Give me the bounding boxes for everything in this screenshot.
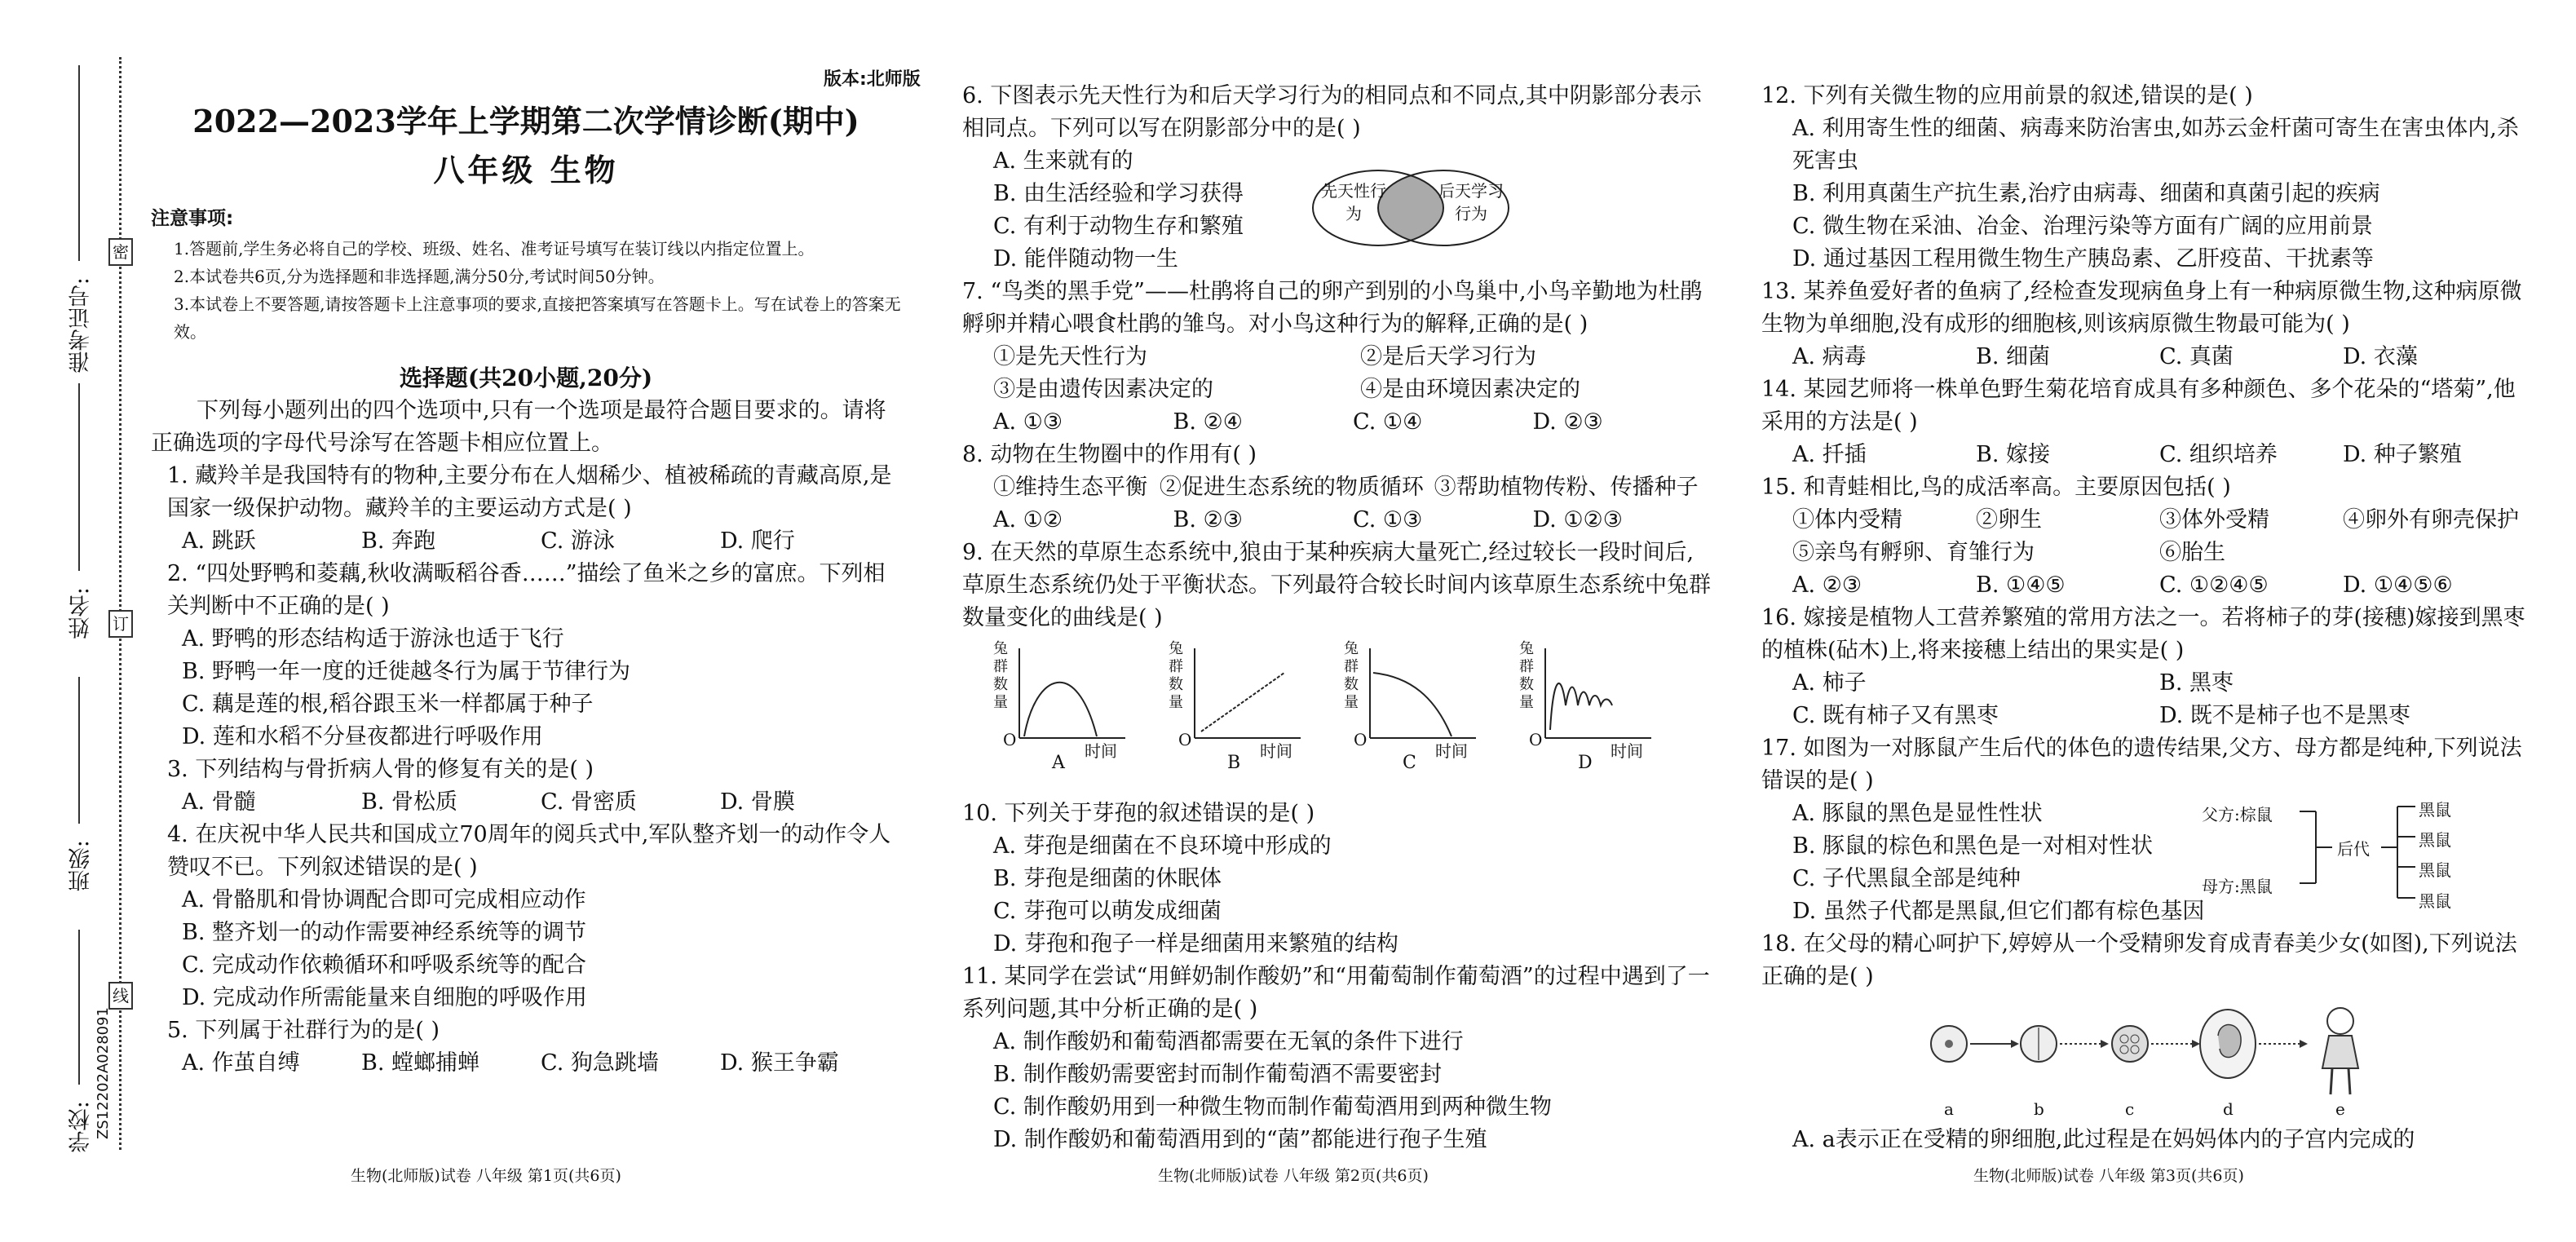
option-d[interactable]: D. 种子繁殖 — [2343, 442, 2462, 467]
development-stages — [1924, 1003, 2381, 1101]
option-c[interactable]: C. 组织培养 — [2159, 442, 2278, 467]
option-a[interactable]: A. 利用寄生性的细菌、病毒来防治害虫,如苏云金杆菌可寄生在害虫体内,杀死害虫 — [1792, 116, 2519, 174]
page-3-footer: 生物(北师版)试卷 八年级 第3页(共6页) — [1973, 1167, 2244, 1185]
origin-c: O — [1354, 730, 1368, 749]
stage-e-head — [2327, 1008, 2353, 1034]
section-intro: 下列每小题列出的四个选项中,只有一个选项是最符合题目要求的。请将正确选项的字母代号涂写在答题卡相应位置上。 — [151, 398, 886, 456]
child-4: 黑鼠 — [2419, 891, 2451, 911]
option-d[interactable]: D. 猴王争霸 — [720, 1050, 839, 1076]
exam-subtitle: 八年级 生物 — [433, 152, 619, 188]
option-d[interactable]: D. ①④⑤⑥ — [2343, 572, 2453, 598]
option-c[interactable]: C. 狗急跳墙 — [541, 1050, 659, 1076]
stage-a-nucleus — [1945, 1040, 1953, 1048]
statement-2: ②卵生 — [1976, 507, 2042, 533]
option-c[interactable]: C. ①②④⑤ — [2159, 572, 2269, 598]
option-d[interactable]: D. 衣藻 — [2343, 344, 2418, 369]
page-3-body — [1761, 80, 2536, 1156]
option-d[interactable]: D. 骨膜 — [720, 789, 795, 815]
option-d[interactable]: D. 制作酸奶和葡萄酒用到的“菌”都能进行孢子生殖 — [993, 1127, 1487, 1152]
ylabel-b: 兔群数量 — [1169, 640, 1183, 711]
origin-d: O — [1529, 730, 1543, 749]
curve-label-d[interactable]: D — [1578, 753, 1593, 773]
question-9 — [962, 537, 1712, 634]
option-a[interactable]: A. ①③ — [993, 409, 1063, 435]
notice-title: 注意事项: — [151, 208, 234, 229]
question-7 — [962, 276, 1712, 439]
question-stem: 17. 如图为一对豚鼠产生后代的体色的遗传结果,父方、母方都是纯种,下列说法错误的是( ) — [1761, 736, 2522, 793]
option-a[interactable]: A. a表示正在受精的卵细胞,此过程是在妈妈体内的子宫内完成的 — [1792, 1127, 2415, 1152]
statement-1: ①是先天性行为 — [993, 344, 1147, 369]
question-stem: 11. 某同学在尝试“用鲜奶制作酸奶”和“用葡萄制作葡萄酒”的过程中遇到了一系列问题,其中分析正确的是( ) — [962, 964, 1710, 1022]
question-stem: 15. 和青蛙相比,鸟的成活率高。主要原因包括( ) — [1761, 475, 2231, 500]
question-3 — [151, 754, 901, 819]
question-5 — [151, 1014, 901, 1080]
question-10 — [962, 798, 1712, 961]
option-b[interactable]: B. 豚鼠的棕色和黑色是一对相对性状 — [1792, 833, 2154, 859]
name-line[interactable] — [78, 383, 80, 571]
option-c[interactable]: C. ①④ — [1353, 409, 1423, 435]
child-2: 黑鼠 — [2419, 830, 2451, 850]
arrow-d-e-head — [2300, 1040, 2308, 1048]
option-b[interactable]: B. 利用真菌生产抗生素,治疗由病毒、细菌和真菌引起的疾病 — [1792, 181, 2380, 206]
origin-a: O — [1003, 730, 1017, 749]
option-b[interactable]: B. ②④ — [1173, 409, 1243, 435]
question-2 — [151, 558, 901, 754]
stage-e-body — [2322, 1036, 2358, 1068]
option-a[interactable]: A. 野鸭的形态结构适于游泳也适于飞行 — [182, 626, 564, 652]
stage-d-embryo — [2218, 1025, 2241, 1058]
option-d[interactable]: D. 通过基因工程用微生物生产胰岛素、乙肝疫苗、干扰素等 — [1792, 246, 2374, 272]
arrow-b-c-head — [2101, 1040, 2109, 1048]
notice-item: 2.本试卷共6页,分为选择题和非选择题,满分50分,考试时间50分钟。 — [174, 267, 665, 286]
question-stem: 12. 下列有关微生物的应用前景的叙述,错误的是( ) — [1761, 83, 2253, 108]
curve-label-b[interactable]: B — [1227, 753, 1241, 773]
option-b[interactable]: B. 整齐划一的动作需要神经系统等的调节 — [182, 920, 587, 945]
child-3: 黑鼠 — [2419, 860, 2451, 880]
option-d[interactable]: D. 芽孢和孢子一样是细菌用来繁殖的结构 — [993, 931, 1398, 957]
offspring-label: 后代 — [2337, 839, 2370, 859]
option-a[interactable]: A. 扦插 — [1792, 442, 1867, 467]
mother-label: 母方:黑鼠 — [2202, 877, 2273, 896]
curve-label-a[interactable]: A — [1052, 753, 1065, 773]
option-c[interactable]: C. ①③ — [1353, 507, 1423, 533]
question-stem: 10. 下列关于芽孢的叙述错误的是( ) — [962, 801, 1315, 826]
xlabel-c: 时间 — [1435, 741, 1468, 761]
option-b[interactable]: B. 制作酸奶需要密封而制作葡萄酒不需要密封 — [993, 1062, 1443, 1087]
option-b[interactable]: B. 黑枣 — [2159, 670, 2234, 696]
option-b[interactable]: B. 骨松质 — [361, 789, 458, 815]
option-c[interactable]: C. 藕是莲的根,稻谷跟玉米一样都属于种子 — [182, 692, 594, 717]
stage-label-e: e — [2335, 1099, 2345, 1119]
option-b[interactable]: B. 奔跑 — [361, 528, 436, 554]
notice-item: 3.本试卷上不要答题,请按答题卡上注意事项的要求,直接把答案填写在答题卡上。写在试卷上的答案无效。 — [174, 294, 901, 342]
venn-left-label: 先天性行为 — [1321, 181, 1386, 223]
statement-1: ①体内受精 — [1792, 507, 1902, 533]
option-c[interactable]: C. 微生物在采油、冶金、治理污染等方面有广阔的应用前景 — [1792, 214, 2373, 239]
question-stem: 4. 在庆祝中华人民共和国成立70周年的阅兵式中,军队整齐划一的动作令人赞叹不已。下列叙述错误的是( ) — [167, 822, 891, 880]
q9-curves — [987, 640, 1704, 779]
option-a[interactable]: A. 柿子 — [1792, 670, 1867, 696]
ylabel-a: 兔群数量 — [993, 640, 1008, 711]
option-c[interactable]: C. 子代黑鼠全部是纯种 — [1792, 866, 2021, 891]
statement-5: ⑤亲鸟有孵卵、育雏行为 — [1792, 540, 2035, 565]
page-1-body — [151, 202, 901, 1080]
option-c[interactable]: C. 既有柿子又有黑枣 — [1792, 703, 1999, 728]
section-title: 选择题(共20小题,20分) — [399, 365, 653, 391]
option-a[interactable]: A. 骨骼肌和骨协调配合即可完成相应动作 — [182, 887, 586, 913]
statement-2: ②促进生态系统的物质循环 — [1159, 475, 1424, 500]
option-c[interactable]: C. 芽孢可以萌发成细菌 — [993, 899, 1222, 924]
stage-label-b: b — [2034, 1099, 2044, 1119]
option-d[interactable]: D. ①②③ — [1532, 507, 1623, 533]
option-b[interactable]: B. 野鸭一年一度的迁徙越冬行为属于节律行为 — [182, 659, 631, 684]
question-stem: 6. 下图表示先天性行为和后天学习行为的相同点和不同点,其中阴影部分表示相同点。下列可以写在阴影部分中的是( ) — [962, 83, 1702, 141]
statement-3: ③体外受精 — [2159, 507, 2269, 533]
option-a[interactable]: A. 作茧自缚 — [182, 1050, 300, 1076]
option-d[interactable]: D. 完成动作所需能量来自细胞的呼吸作用 — [182, 985, 587, 1010]
statement-3: ③是由遗传因素决定的 — [993, 377, 1213, 402]
statement-3: ③帮助植物传粉、传播种子 — [1434, 475, 1699, 500]
stage-label-a: a — [1944, 1099, 1954, 1119]
stage-c-morula — [2112, 1026, 2148, 1062]
option-b[interactable]: B. 螳螂捕蝉 — [361, 1050, 480, 1076]
question-stem: 13. 某养鱼爱好者的鱼病了,经检查发现病鱼身上有一种病原微生物,这种病原微生物为单细胞,没有成形的细胞核,则该病原微生物最可能为( ) — [1761, 279, 2522, 337]
question-11 — [962, 961, 1712, 1156]
father-label: 父方:棕鼠 — [2202, 805, 2273, 824]
seal-xian: 线 — [108, 982, 133, 1010]
venn-diagram — [1305, 163, 1517, 253]
arrow-c-d-head — [2192, 1040, 2200, 1048]
page-2-footer: 生物(北师版)试卷 八年级 第2页(共6页) — [1158, 1167, 1429, 1185]
seal-mi: 密 — [108, 238, 133, 266]
ylabel-c: 兔群数量 — [1344, 640, 1359, 711]
question-stem: 2. “四处野鸭和菱藕,秋收满畈稻谷香……”描绘了鱼米之乡的富庶。下列相关判断中不正确的是( ) — [167, 561, 886, 619]
option-b[interactable]: B. 由生活经验和学习获得 — [993, 181, 1244, 206]
question-13 — [1761, 276, 2536, 373]
option-d[interactable]: D. 能伴随动物一生 — [993, 246, 1178, 272]
option-c[interactable]: C. 骨密质 — [541, 789, 637, 815]
stage-label-c: c — [2125, 1099, 2135, 1119]
version-label: 版本:北师版 — [824, 69, 921, 90]
option-c[interactable]: C. 有利于动物生存和繁殖 — [993, 214, 1244, 239]
arrow-a-b-head — [2011, 1040, 2019, 1048]
option-d[interactable]: D. 爬行 — [720, 528, 795, 554]
statement-4: ④卵外有卵壳保护 — [2343, 507, 2519, 533]
question-8 — [962, 439, 1712, 537]
option-b[interactable]: B. 细菌 — [1976, 344, 2051, 369]
option-c[interactable]: C. 制作酸奶用到一种微生物而制作葡萄酒用到两种微生物 — [993, 1094, 1552, 1120]
option-a[interactable]: A. 生来就有的 — [993, 148, 1133, 174]
option-b[interactable]: B. 嫁接 — [1976, 442, 2051, 467]
option-b[interactable]: B. ②③ — [1173, 507, 1243, 533]
option-c[interactable]: C. 游泳 — [541, 528, 615, 554]
option-a[interactable]: A. 芽孢是细菌在不良环境中形成的 — [993, 833, 1332, 859]
option-d[interactable]: D. ②③ — [1532, 409, 1603, 435]
question-15 — [1761, 471, 2536, 602]
option-d[interactable]: D. 虽然子代都是黑鼠,但它们都有棕色基因 — [1792, 899, 2205, 924]
origin-b: O — [1178, 730, 1192, 749]
school-label: 学校: — [68, 1101, 94, 1153]
page-1-footer: 生物(北师版)试卷 八年级 第1页(共6页) — [351, 1167, 621, 1185]
option-a[interactable]: A. 病毒 — [1792, 344, 1867, 369]
school-line[interactable] — [78, 930, 80, 1085]
option-d[interactable]: D. 莲和水稻不分昼夜都进行呼吸作用 — [182, 724, 543, 749]
paper-code: ZS12202A028091 — [95, 1007, 112, 1140]
ylabel-d: 兔群数量 — [1519, 640, 1534, 711]
xlabel-d: 时间 — [1611, 741, 1643, 761]
option-a[interactable]: A. ②③ — [1792, 572, 1862, 598]
xlabel-a: 时间 — [1085, 741, 1117, 761]
question-stem: 14. 某园艺师将一株单色野生菊花培育成具有多种颜色、多个花朵的“塔菊”,他采用的方法是( ) — [1761, 377, 2516, 435]
question-4 — [151, 819, 901, 1014]
statement-6: ⑥胎生 — [2159, 540, 2225, 565]
curve-a — [1019, 648, 1125, 738]
question-stem: 3. 下列结构与骨折病人骨的修复有关的是( ) — [167, 757, 594, 782]
curve-label-c[interactable]: C — [1403, 753, 1416, 773]
notice-item: 1.答题前,学生务必将自己的学校、班级、姓名、准考证号填写在装订线以内指定位置上。 — [174, 239, 815, 259]
venn-right-label: 后天学习行为 — [1438, 181, 1504, 223]
name-label: 姓名: — [68, 587, 94, 639]
question-stem: 7. “鸟类的黑手党”——杜鹃将自己的卵产到别的小鸟巢中,小鸟辛勤地为杜鹃孵卵并精心喂食杜鹃的雏鸟。对小鸟这种行为的解释,正确的是( ) — [962, 279, 1703, 337]
option-c[interactable]: C. 真菌 — [2159, 344, 2234, 369]
q17-pedigree — [2202, 795, 2471, 909]
question-stem: 18. 在父母的精心呵护下,婷婷从一个受精卵发育成青春美少女(如图),下列说法正确的是( ) — [1761, 931, 2517, 989]
stage-e-leg — [2348, 1068, 2350, 1094]
statement-4: ④是由环境因素决定的 — [1360, 377, 1580, 402]
curve-c — [1370, 648, 1476, 738]
option-b[interactable]: B. 芽孢是细菌的休眠体 — [993, 866, 1222, 891]
exam-id-label: 准考证号: — [68, 277, 94, 373]
option-a[interactable]: A. 制作酸奶和葡萄酒都需要在无氧的条件下进行 — [993, 1029, 1464, 1054]
class-label: 班级: — [68, 840, 94, 892]
option-d[interactable]: D. 既不是柿子也不是黑枣 — [2159, 703, 2410, 728]
exam-title: 2022—2023学年上学期第二次学情诊断(期中) — [192, 103, 859, 139]
question-stem: 16. 嫁接是植物人工营养繁殖的常用方法之一。若将柿子的芽(接穗)嫁接到黑枣的植株(砧木)上,将来接穗上结出的果实是( ) — [1761, 605, 2525, 663]
statement-1: ①维持生态平衡 — [993, 475, 1147, 500]
question-16 — [1761, 602, 2536, 732]
option-a[interactable]: A. 跳跃 — [182, 528, 256, 554]
stage-label-d: d — [2223, 1099, 2234, 1119]
q18-development-figure — [1924, 1003, 2381, 1125]
exam-id-line[interactable] — [78, 65, 80, 261]
option-b[interactable]: B. ①④⑤ — [1976, 572, 2066, 598]
question-1 — [151, 460, 901, 558]
question-stem: 8. 动物在生物圈中的作用有( ) — [962, 442, 1257, 467]
stage-e-leg — [2331, 1068, 2332, 1094]
statement-2: ②是后天学习行为 — [1360, 344, 1536, 369]
option-c[interactable]: C. 完成动作依赖循环和呼吸系统等的配合 — [182, 952, 586, 978]
curve-b — [1195, 648, 1301, 738]
question-14 — [1761, 373, 2536, 471]
curve-d — [1545, 648, 1651, 738]
option-a[interactable]: A. ①② — [993, 507, 1063, 533]
child-1: 黑鼠 — [2419, 800, 2451, 820]
binding-margin — [0, 0, 130, 1242]
class-line[interactable] — [78, 677, 80, 824]
question-stem: 5. 下列属于社群行为的是( ) — [167, 1018, 440, 1043]
question-stem: 1. 藏羚羊是我国特有的物种,主要分布在人烟稀少、植被稀疏的青藏高原,是国家一级保护动物。藏羚羊的主要运动方式是( ) — [167, 463, 892, 521]
question-stem: 9. 在天然的草原生态系统中,狼由于某种疾病大量死亡,经过较长一段时间后,草原生态系统仍处于平衡状态。下列最符合较长时间内该草原生态系统中兔群数量变化的曲线是( ) — [962, 540, 1711, 630]
option-a[interactable]: A. 骨髓 — [182, 789, 256, 815]
question-12 — [1761, 80, 2536, 276]
seal-ding: 订 — [108, 610, 133, 638]
option-a[interactable]: A. 豚鼠的黑色是显性性状 — [1792, 801, 2043, 826]
xlabel-b: 时间 — [1260, 741, 1292, 761]
